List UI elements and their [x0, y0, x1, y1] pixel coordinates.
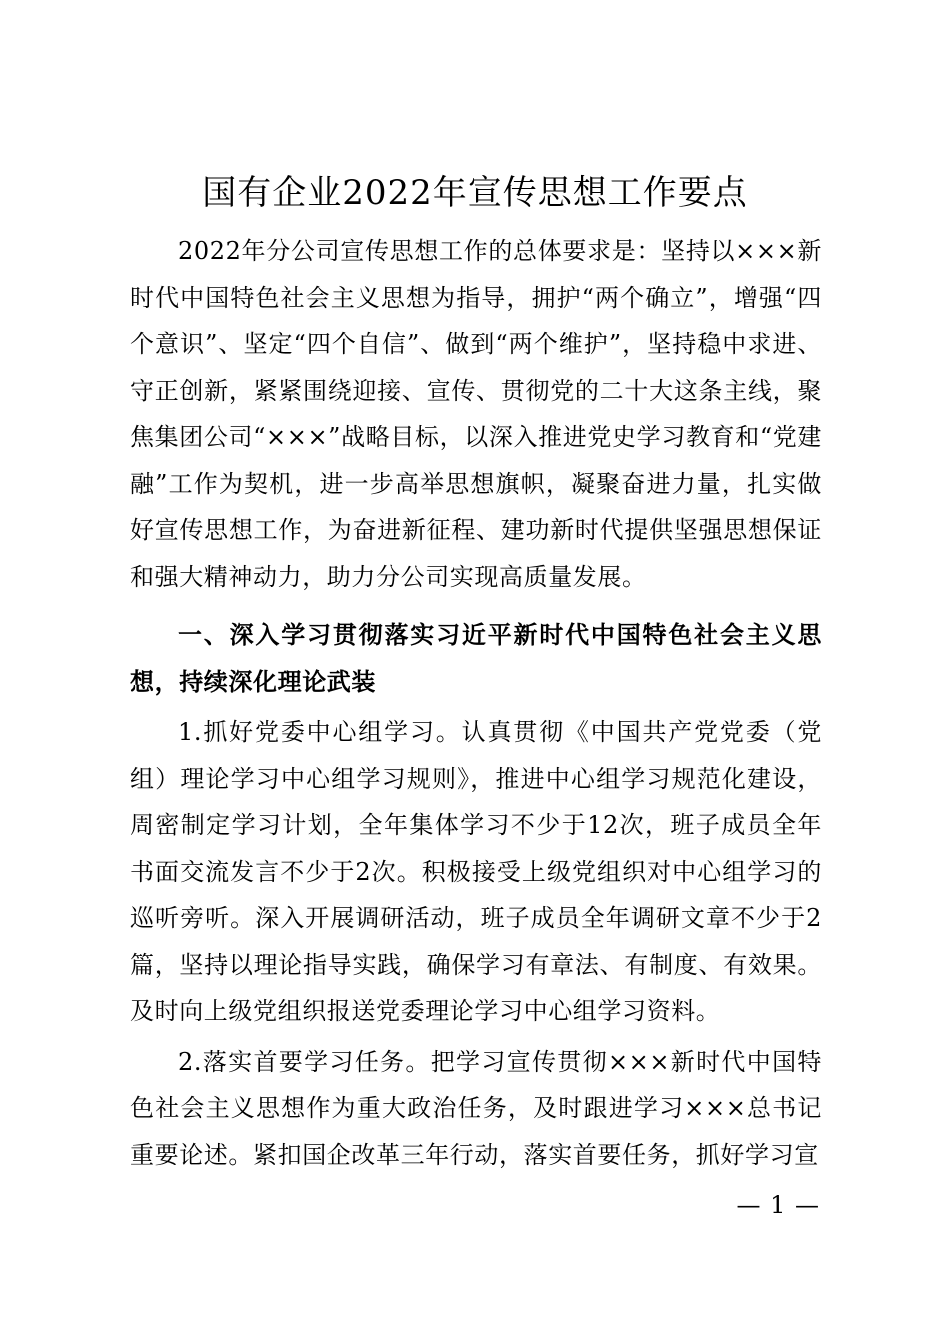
document-title: 国有企业2022年宣传思想工作要点 [202, 173, 748, 213]
item-2-paragraph: 2.落实首要学习任务。把学习宣传贯彻×××新时代中国特色社会主义思想作为重大政治任务，及时跟进学习×××总书记重要论述。紧扣国企改革三年行动，落实首要任务，抓好学习宣 [130, 1047, 822, 1169]
intro-paragraph: 2022年分公司宣传思想工作的总体要求是：坚持以×××新时代中国特色社会主义思想为指导，拥护“两个确立”，增强“四个意识”、坚定“四个自信”、做到“两个维护”，坚持稳中求进、守正创新，紧紧围绕迎接、宣传、贯彻党的二十大这条主线，聚焦集团公司“×××”战略目标，以深入推进党史学习教育和“党建融”工作为契机，进一步高举思想旗帜，凝聚奋进力量，扎实做好宣传思想工作，为奋进新征程、建功新时代提供坚强思想保证和强大精神动力，助力分公司实现高质量发展。 [130, 237, 822, 591]
page-number: — 1 — [736, 1191, 820, 1219]
document-body [130, 228, 822, 1178]
section-1-heading: 一、深入学习贯彻落实习近平新时代中国特色社会主义思想，持续深化理论武装 [130, 621, 822, 696]
item-1-paragraph: 1.抓好党委中心组学习。认真贯彻《中国共产党党委（党组）理论学习中心组学习规则》，推进中心组学习规范化建设，周密制定学习计划，全年集体学习不少于12次，班子成员全年书面交流发言不少于2次。积极接受上级党组织对中心组学习的巡听旁听。深入开展调研活动，班子成员全年调研文章不少于2篇，坚持以理论指导实践，确保学习有章法、有制度、有效果。及时向上级党组织报送党委理论学习中心组学习资料。 [130, 718, 822, 1025]
